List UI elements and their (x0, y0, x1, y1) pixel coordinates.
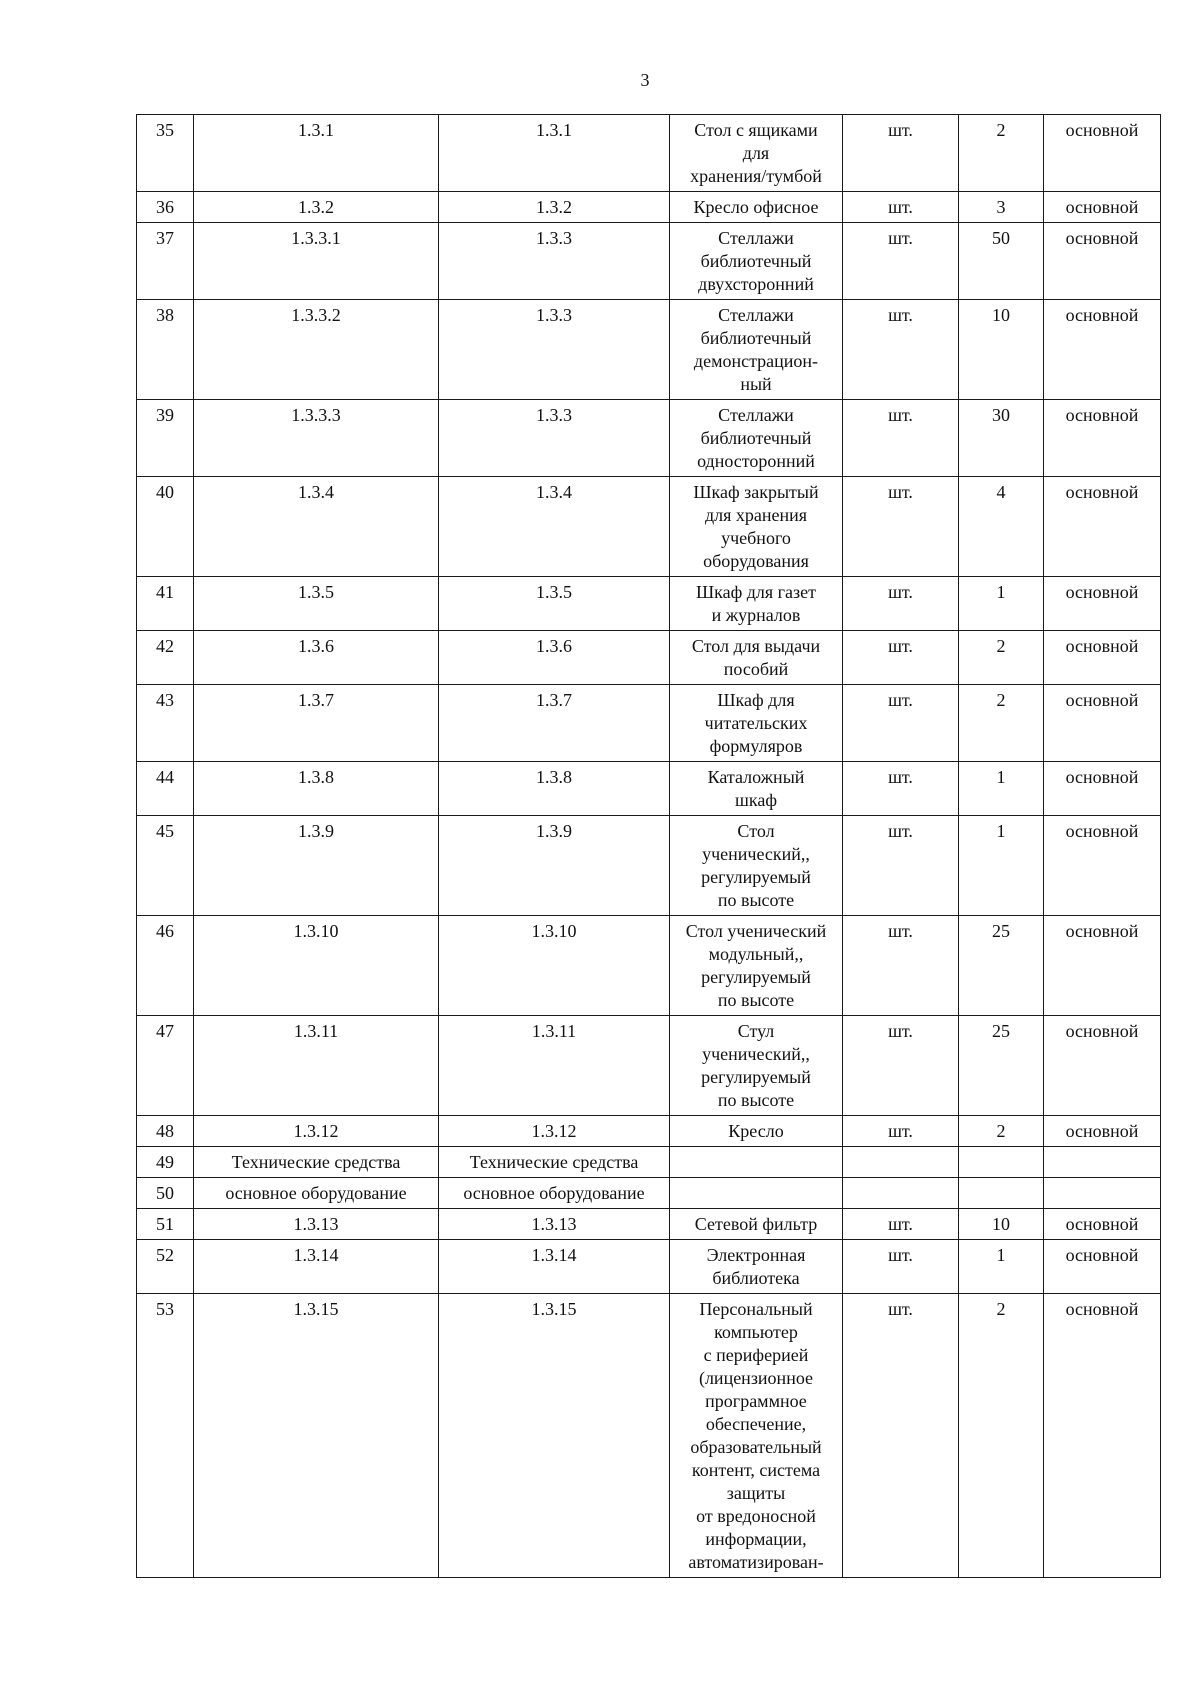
unit-cell: шт. (843, 1294, 959, 1578)
code-cell: 1.3.1 (194, 115, 439, 192)
unit-cell: шт. (843, 816, 959, 916)
code-ref-cell: 1.3.8 (439, 762, 670, 816)
unit-cell (843, 1147, 959, 1178)
table-row (137, 816, 1161, 916)
table-row (137, 1147, 1161, 1178)
table-row (137, 223, 1161, 300)
code-cell: 1.3.3.2 (194, 300, 439, 400)
row-number-cell: 42 (137, 631, 194, 685)
code-cell: 1.3.15 (194, 1294, 439, 1578)
code-ref-cell: 1.3.12 (439, 1116, 670, 1147)
row-number-cell: 45 (137, 816, 194, 916)
table-row (137, 400, 1161, 477)
quantity-cell: 2 (959, 1116, 1044, 1147)
type-cell: основной (1044, 1016, 1161, 1116)
unit-cell: шт. (843, 1116, 959, 1147)
row-number-cell: 46 (137, 916, 194, 1016)
type-cell: основной (1044, 192, 1161, 223)
code-cell: 1.3.3.3 (194, 400, 439, 477)
table-row (137, 1116, 1161, 1147)
unit-cell: шт. (843, 400, 959, 477)
item-name-cell: Кресло офисное (670, 192, 843, 223)
item-name-cell: Стеллажи библиотечный односторонний (670, 400, 843, 477)
code-cell: 1.3.14 (194, 1240, 439, 1294)
unit-cell: шт. (843, 1209, 959, 1240)
unit-cell: шт. (843, 115, 959, 192)
row-number-cell: 37 (137, 223, 194, 300)
row-number-cell: 44 (137, 762, 194, 816)
code-ref-cell: 1.3.11 (439, 1016, 670, 1116)
code-cell: 1.3.10 (194, 916, 439, 1016)
type-cell: основной (1044, 762, 1161, 816)
type-cell (1044, 1147, 1161, 1178)
code-ref-cell: 1.3.9 (439, 816, 670, 916)
row-number-cell: 40 (137, 477, 194, 577)
quantity-cell (959, 1147, 1044, 1178)
table-row (137, 1178, 1161, 1209)
item-name-cell: Шкаф для читательских формуляров (670, 685, 843, 762)
table-row (137, 1016, 1161, 1116)
item-name-cell (670, 1178, 843, 1209)
item-name-cell: Стол с ящиками для хранения/тумбой (670, 115, 843, 192)
equipment-table (136, 114, 1161, 1578)
unit-cell (843, 1178, 959, 1209)
item-name-cell: Персональный компьютер с периферией (лицензионное программное обеспечение, образовательный контент, система защиты от вредоносной информации, автоматизирован- (670, 1294, 843, 1578)
item-name-cell: Стол ученический модульный,, регулируемый по высоте (670, 916, 843, 1016)
type-cell: основной (1044, 1116, 1161, 1147)
quantity-cell: 10 (959, 300, 1044, 400)
code-ref-cell: 1.3.3 (439, 223, 670, 300)
quantity-cell: 1 (959, 577, 1044, 631)
type-cell: основной (1044, 115, 1161, 192)
table-row (137, 1240, 1161, 1294)
unit-cell: шт. (843, 192, 959, 223)
code-cell: 1.3.2 (194, 192, 439, 223)
quantity-cell: 2 (959, 685, 1044, 762)
type-cell (1044, 1178, 1161, 1209)
item-name-cell: Электронная библиотека (670, 1240, 843, 1294)
code-ref-cell: 1.3.10 (439, 916, 670, 1016)
quantity-cell: 3 (959, 192, 1044, 223)
code-cell: 1.3.11 (194, 1016, 439, 1116)
table-row (137, 916, 1161, 1016)
item-name-cell: Каталожный шкаф (670, 762, 843, 816)
code-cell: основное оборудование (194, 1178, 439, 1209)
row-number-cell: 38 (137, 300, 194, 400)
table-row (137, 300, 1161, 400)
code-ref-cell: 1.3.2 (439, 192, 670, 223)
code-cell: 1.3.12 (194, 1116, 439, 1147)
table-row (137, 192, 1161, 223)
code-ref-cell: Технические средства (439, 1147, 670, 1178)
row-number-cell: 36 (137, 192, 194, 223)
code-ref-cell: 1.3.3 (439, 300, 670, 400)
quantity-cell: 1 (959, 816, 1044, 916)
row-number-cell: 53 (137, 1294, 194, 1578)
row-number-cell: 50 (137, 1178, 194, 1209)
row-number-cell: 43 (137, 685, 194, 762)
type-cell: основной (1044, 916, 1161, 1016)
code-ref-cell: 1.3.7 (439, 685, 670, 762)
item-name-cell: Стул ученический,, регулируемый по высоте (670, 1016, 843, 1116)
code-ref-cell: 1.3.3 (439, 400, 670, 477)
quantity-cell: 25 (959, 1016, 1044, 1116)
row-number-cell: 39 (137, 400, 194, 477)
quantity-cell: 1 (959, 762, 1044, 816)
item-name-cell: Сетевой фильтр (670, 1209, 843, 1240)
item-name-cell: Шкаф закрытый для хранения учебного оборудования (670, 477, 843, 577)
code-cell: 1.3.9 (194, 816, 439, 916)
unit-cell: шт. (843, 1240, 959, 1294)
type-cell: основной (1044, 223, 1161, 300)
code-cell: 1.3.3.1 (194, 223, 439, 300)
type-cell: основной (1044, 1240, 1161, 1294)
quantity-cell: 2 (959, 115, 1044, 192)
type-cell: основной (1044, 477, 1161, 577)
quantity-cell (959, 1178, 1044, 1209)
table-row (137, 477, 1161, 577)
quantity-cell: 10 (959, 1209, 1044, 1240)
code-ref-cell: 1.3.15 (439, 1294, 670, 1578)
code-cell: 1.3.13 (194, 1209, 439, 1240)
equipment-table-body (137, 115, 1161, 1578)
unit-cell: шт. (843, 631, 959, 685)
row-number-cell: 47 (137, 1016, 194, 1116)
code-cell: 1.3.8 (194, 762, 439, 816)
code-ref-cell: 1.3.5 (439, 577, 670, 631)
table-row (137, 685, 1161, 762)
row-number-cell: 52 (137, 1240, 194, 1294)
item-name-cell: Стеллажи библиотечный демонстрацион- ный (670, 300, 843, 400)
row-number-cell: 51 (137, 1209, 194, 1240)
code-ref-cell: 1.3.4 (439, 477, 670, 577)
row-number-cell: 49 (137, 1147, 194, 1178)
code-cell: 1.3.5 (194, 577, 439, 631)
quantity-cell: 2 (959, 631, 1044, 685)
quantity-cell: 4 (959, 477, 1044, 577)
item-name-cell (670, 1147, 843, 1178)
unit-cell: шт. (843, 685, 959, 762)
item-name-cell: Стеллажи библиотечный двухсторонний (670, 223, 843, 300)
type-cell: основной (1044, 685, 1161, 762)
table-row (137, 115, 1161, 192)
unit-cell: шт. (843, 916, 959, 1016)
code-ref-cell: 1.3.6 (439, 631, 670, 685)
type-cell: основной (1044, 816, 1161, 916)
item-name-cell: Стол ученический,, регулируемый по высоте (670, 816, 843, 916)
quantity-cell: 30 (959, 400, 1044, 477)
unit-cell: шт. (843, 477, 959, 577)
type-cell: основной (1044, 300, 1161, 400)
code-cell: 1.3.6 (194, 631, 439, 685)
type-cell: основной (1044, 1294, 1161, 1578)
code-cell: 1.3.7 (194, 685, 439, 762)
code-cell: Технические средства (194, 1147, 439, 1178)
type-cell: основной (1044, 400, 1161, 477)
type-cell: основной (1044, 1209, 1161, 1240)
quantity-cell: 1 (959, 1240, 1044, 1294)
code-ref-cell: 1.3.14 (439, 1240, 670, 1294)
unit-cell: шт. (843, 223, 959, 300)
quantity-cell: 25 (959, 916, 1044, 1016)
row-number-cell: 48 (137, 1116, 194, 1147)
type-cell: основной (1044, 577, 1161, 631)
table-row (137, 762, 1161, 816)
code-cell: 1.3.4 (194, 477, 439, 577)
quantity-cell: 2 (959, 1294, 1044, 1578)
item-name-cell: Кресло (670, 1116, 843, 1147)
unit-cell: шт. (843, 1016, 959, 1116)
unit-cell: шт. (843, 300, 959, 400)
table-row (137, 631, 1161, 685)
code-ref-cell: 1.3.13 (439, 1209, 670, 1240)
page-number: 3 (640, 70, 650, 90)
unit-cell: шт. (843, 577, 959, 631)
table-row (137, 1294, 1161, 1578)
code-ref-cell: 1.3.1 (439, 115, 670, 192)
row-number-cell: 41 (137, 577, 194, 631)
table-row (137, 577, 1161, 631)
table-row (137, 1209, 1161, 1240)
row-number-cell: 35 (137, 115, 194, 192)
quantity-cell: 50 (959, 223, 1044, 300)
unit-cell: шт. (843, 762, 959, 816)
item-name-cell: Шкаф для газет и журналов (670, 577, 843, 631)
type-cell: основной (1044, 631, 1161, 685)
item-name-cell: Стол для выдачи пособий (670, 631, 843, 685)
code-ref-cell: основное оборудование (439, 1178, 670, 1209)
